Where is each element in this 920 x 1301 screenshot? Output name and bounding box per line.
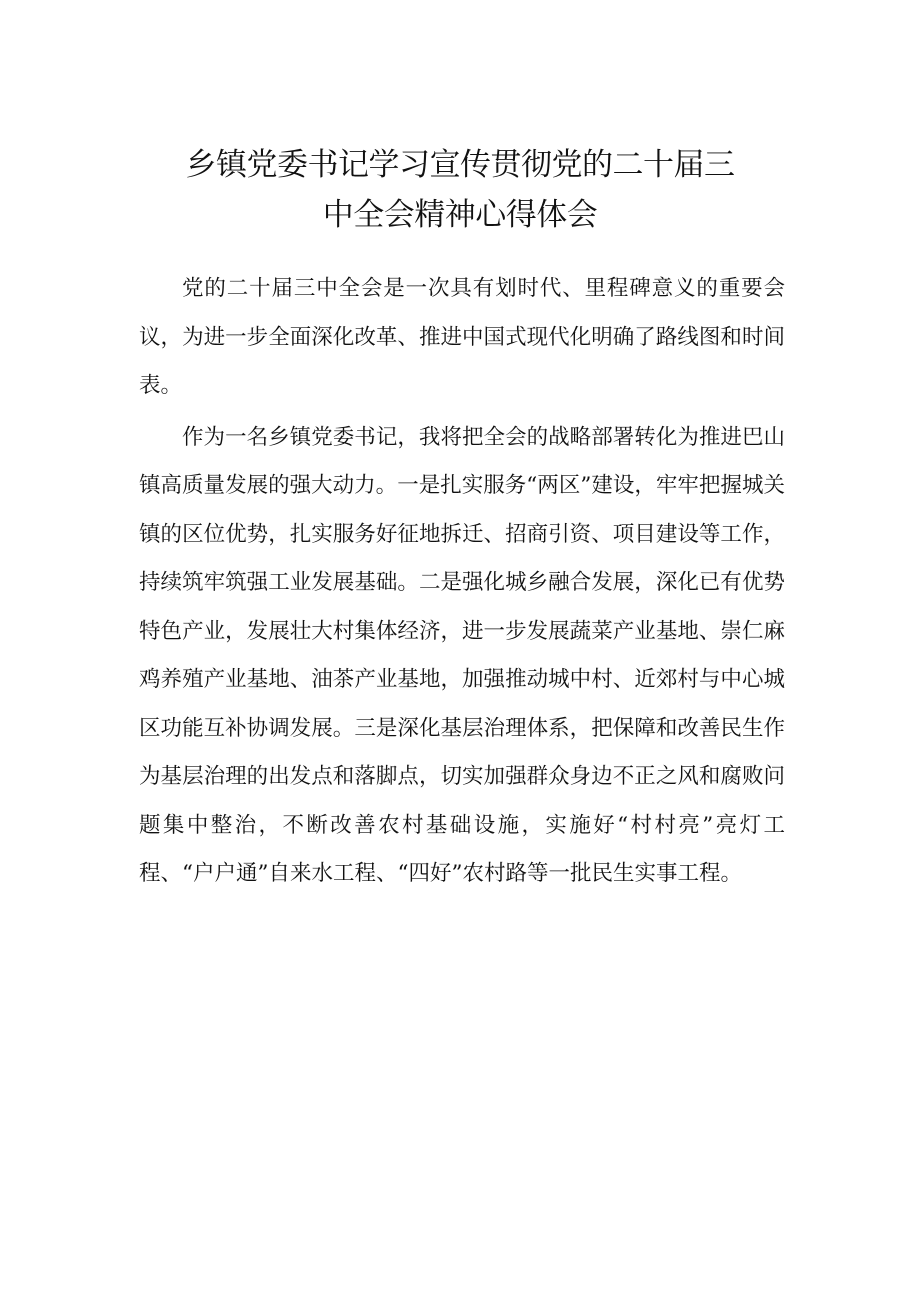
title-line-2: 中全会精神心得体会 [322,197,598,233]
paragraph-main: 作为一名乡镇党委书记，我将把全会的战略部署转化为推进巴山镇高质量发展的强大动力。一是扎实服务“两区”建设，牢牢把握城关镇的区位优势，扎实服务好征地拆迁、招商引资、项目建设等工作，持续筑牢筑强工业发展基础。二是强化城乡融合发展，深化已有优势特色产业，发展壮大村集体经济，进一步发展蔬菜产业基地、崇仁麻鸡养殖产业基地、油茶产业基地，加强推动城中村、近郊村与中心城区功能互补协调发展。三是深化基层治理体系，把保障和改善民生作为基层治理的出发点和落脚点，切实加强群众身边不正之风和腐败问题集中整治，不断改善农村基础设施，实施好“村村亮”亮灯工程、“户户通”自来水工程、“四好”农村路等一批民生实事工程。 [139,424,785,886]
document-body [139,265,785,902]
title-line-1: 乡镇党委书记学习宣传贯彻党的二十届三 [185,147,735,183]
paragraph-intro: 党的二十届三中全会是一次具有划时代、里程碑意义的重要会议，为进一步全面深化改革、推进中国式现代化明确了路线图和时间表。 [139,276,785,398]
document-title [120,140,800,240]
